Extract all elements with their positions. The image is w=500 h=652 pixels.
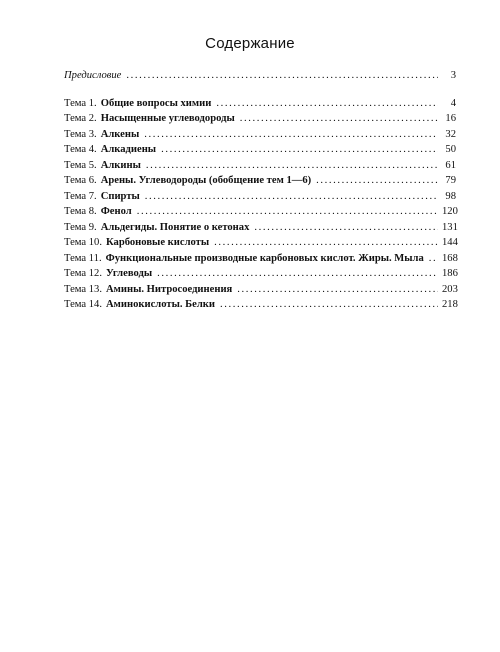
dot-leader	[316, 173, 438, 189]
topic-number: Тема 7.	[64, 190, 97, 202]
topic-number: Тема 4.	[64, 144, 97, 155]
dot-leader	[214, 235, 438, 251]
topic-number: Тема 2.	[64, 113, 97, 124]
topic-number: Тема 10.	[64, 237, 102, 248]
dot-leader	[144, 127, 438, 143]
toc-entry-topic-9	[64, 220, 456, 236]
topic-number: Тема 3.	[64, 128, 97, 140]
topic-number: Тема 11.	[64, 252, 102, 264]
dot-leader	[240, 111, 438, 127]
dot-leader	[126, 68, 438, 84]
topic-number: Тема 9.	[64, 221, 97, 233]
dot-leader	[157, 266, 438, 282]
topic-number: Тема 13.	[64, 283, 102, 295]
toc-entry-title: Предисловие	[64, 70, 122, 81]
toc-page-number: 186	[442, 268, 458, 279]
toc-page-number: 203	[442, 283, 458, 295]
topic-title: Алкены	[100, 128, 140, 140]
toc-entry-topic-1	[64, 96, 456, 112]
toc-entry-topic-12	[64, 266, 456, 282]
toc-page-number: 3	[450, 70, 456, 81]
toc-entry-topic-13	[64, 282, 456, 298]
table-of-contents	[64, 68, 456, 313]
toc-page-number: 4	[450, 97, 456, 109]
topic-number: Тема 8.	[64, 206, 97, 217]
toc-page-number: 79	[445, 175, 456, 186]
topic-title: Общие вопросы химии	[100, 97, 212, 109]
dot-leader	[429, 251, 438, 267]
topic-title: Аминокислоты. Белки	[106, 299, 216, 310]
topic-title: Углеводы	[106, 268, 153, 279]
toc-entry-topic-2	[64, 111, 456, 127]
toc-page-number: 61	[445, 159, 456, 171]
toc-page-number: 131	[442, 221, 458, 233]
toc-entry-topic-7	[64, 189, 456, 205]
toc-entry-topic-6	[64, 173, 456, 189]
dot-leader	[254, 220, 438, 236]
toc-page-number: 144	[442, 237, 458, 248]
toc-entry-topic-8	[64, 204, 456, 220]
dot-leader	[145, 189, 438, 205]
toc-page-number: 32	[445, 128, 456, 140]
toc-entry-topic-5	[64, 158, 456, 174]
topic-title: Карбоновые кислоты	[106, 237, 210, 248]
toc-page-number: 98	[445, 190, 456, 202]
toc-page-number: 168	[442, 252, 458, 264]
dot-leader	[220, 297, 438, 313]
toc-entry-topic-14	[64, 297, 456, 313]
topic-title: Алкины	[100, 159, 141, 171]
toc-entry-topic-11	[64, 251, 456, 267]
toc-entry-topic-10	[64, 235, 456, 251]
page-title: Содержание	[205, 35, 295, 52]
toc-entry-topic-3	[64, 127, 456, 143]
dot-leader	[146, 158, 438, 174]
topic-number: Тема 12.	[64, 268, 102, 279]
topic-title: Спирты	[100, 190, 140, 202]
dot-leader	[237, 282, 438, 298]
toc-entry-preface	[64, 68, 456, 84]
toc-entry-topic-4	[64, 142, 456, 158]
topic-title: Арены. Углеводороды (обобщение тем 1—6)	[100, 175, 312, 186]
dot-leader	[137, 204, 438, 220]
topic-number: Тема 1.	[64, 97, 97, 109]
dot-leader	[216, 96, 438, 112]
topic-number: Тема 5.	[64, 159, 97, 171]
topic-title: Амины. Нитросоединения	[106, 283, 233, 295]
topic-title: Функциональные производные карбоновых кислот. Жиры. Мыла	[105, 252, 424, 264]
toc-page-number: 218	[442, 299, 458, 310]
topic-number: Тема 14.	[64, 299, 102, 310]
dot-leader	[161, 142, 438, 158]
toc-page-number: 120	[442, 206, 458, 217]
topic-number: Тема 6.	[64, 175, 97, 186]
toc-page-number: 16	[445, 113, 456, 124]
topic-title: Фенол	[100, 206, 132, 217]
topic-title: Алкадиены	[100, 144, 157, 155]
topic-title: Альдегиды. Понятие о кетонах	[100, 221, 250, 233]
topic-title: Насыщенные углеводороды	[100, 113, 235, 124]
toc-page-number: 50	[445, 144, 456, 155]
